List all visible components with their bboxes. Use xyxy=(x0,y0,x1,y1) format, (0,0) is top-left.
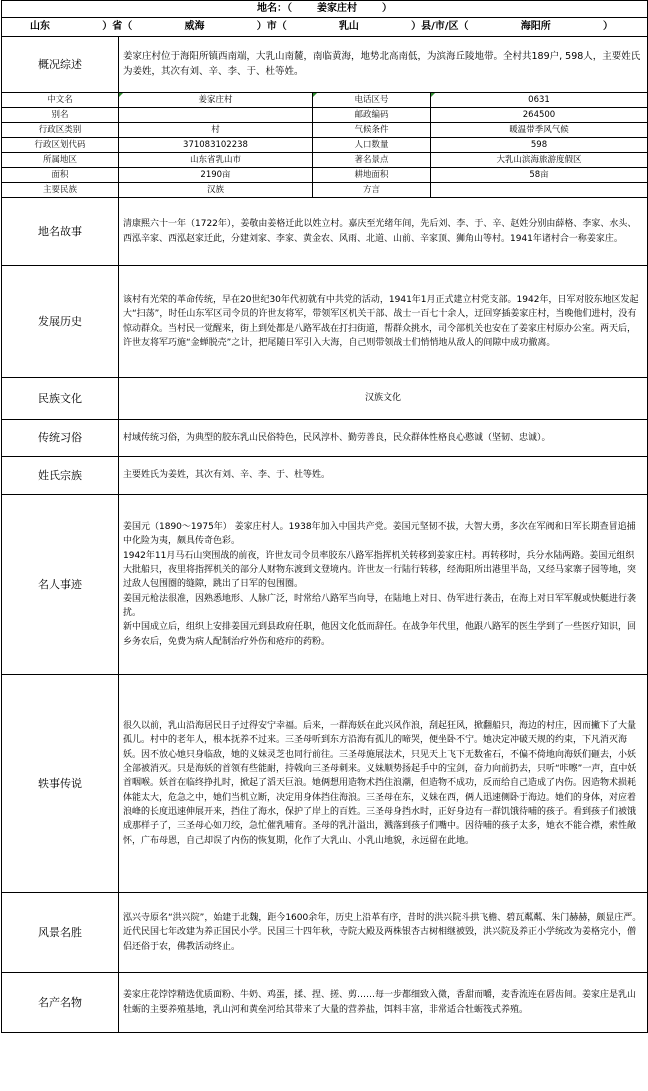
info-key: 行政区划代码 xyxy=(2,138,119,153)
scenery-label: 风景名胜 xyxy=(2,893,119,973)
town-suffix: ） xyxy=(602,21,613,32)
surname-label: 姓氏宗族 xyxy=(2,457,119,495)
history-row xyxy=(2,266,648,378)
county-value: 乳山 xyxy=(338,21,359,32)
info-key: 耕地面积 xyxy=(313,168,431,183)
title-suffix: ） xyxy=(381,3,392,14)
info-key: 行政区类别 xyxy=(2,123,119,138)
history-label: 发展历史 xyxy=(2,266,119,378)
info-key: 邮政编码 xyxy=(313,108,431,123)
overview-row xyxy=(2,37,648,93)
info-value: 598 xyxy=(431,138,648,153)
info-value: 暖温带季风气候 xyxy=(431,123,648,138)
info-value xyxy=(119,108,313,123)
info-value xyxy=(431,183,648,198)
info-key: 中文名 xyxy=(2,93,119,108)
info-key: 电话区号 xyxy=(313,93,431,108)
info-row xyxy=(2,123,648,138)
ethnic-text: 汉族文化 xyxy=(119,378,648,420)
surname-text: 主要姓氏为姜姓，其次有刘、辛、李、于、杜等姓。 xyxy=(119,457,648,495)
province-value: 山东 xyxy=(30,21,50,32)
info-key: 面积 xyxy=(2,168,119,183)
ethnic-label: 民族文化 xyxy=(2,378,119,420)
info-value: 58亩 xyxy=(431,168,648,183)
product-text: 姜家庄花饽饽精选优质面粉、牛奶、鸡蛋，揉、捏、搓、剪……每一步都细致入微，香甜而嚼，麦香流连在唇齿间。姜家庄是乳山牡蛎的主要养殖基地，乳山河和黄垒河给其带来了大量的营养盐，饵料丰富，非常适合牡蛎筏式养殖。 xyxy=(119,973,648,1033)
place-title xyxy=(2,1,648,18)
gazetteer-table xyxy=(1,0,648,1033)
location-line xyxy=(2,21,647,33)
overview-text: 姜家庄村位于海阳所镇西南端，大乳山南麓，南临黄海，地势北高南低，为滨海丘陵地带。全村共189户, 598人，主要姓氏为姜姓，其次有刘、辛、李、于、杜等姓。 xyxy=(119,37,648,93)
info-value: 大乳山滨海旅游度假区 xyxy=(431,153,648,168)
custom-row xyxy=(2,420,648,457)
story-label: 地名故事 xyxy=(2,198,119,266)
info-key: 主要民族 xyxy=(2,183,119,198)
info-value: 2190亩 xyxy=(119,168,313,183)
info-key: 别名 xyxy=(2,108,119,123)
info-row xyxy=(2,183,648,198)
location-row xyxy=(2,18,648,37)
surname-row xyxy=(2,457,648,495)
ethnic-row xyxy=(2,378,648,420)
town-value: 海阳所 xyxy=(520,21,551,32)
people-paragraph: 1942年11月马石山突围战的前夜，许世友司令员率胶东八路军指挥机关转移到姜家庄村。再转移时，兵分水陆两路。姜国元组织大批船只，夜里将指挥机关的部分人财物东渡到文登境内。许世友一行陆行转移，经海阳所出港里半岛，又经马家寨子园等地，突过敌人包围圈的缝隙，跳出了日军的包围圈。 xyxy=(123,550,637,590)
info-value: 汉族 xyxy=(119,183,313,198)
legend-row xyxy=(2,675,648,893)
info-row xyxy=(2,108,648,123)
legend-label: 轶事传说 xyxy=(2,675,119,893)
info-value: 姜家庄村 xyxy=(119,93,313,108)
people-paragraph: 姜国元（1890～1975年） 姜家庄村人。1938年加入中国共产党。姜国元坚韧不拔，大智大勇，多次在军阀和日军长期查冒追捕中化险为夷，颇具传奇色彩。 xyxy=(123,521,636,547)
overview-label: 概况综述 xyxy=(2,37,119,93)
title-prefix: 地名：（ xyxy=(257,3,293,14)
people-paragraph: 姜国元枪法很准，因熟悉地形、人脉广泛，时常给八路军当向导，在陆地上对日、伪军进行袭击，在海上对日军军舰或快艇进行袭扰。 xyxy=(123,593,637,619)
info-value: 山东省乳山市 xyxy=(119,153,313,168)
county-suffix: ）县/市/区（ xyxy=(411,21,469,32)
scenery-text: 泓兴寺原名“洪兴院”，始建于北魏，距今1600余年，历史上沿革有序，昔时的洪兴院斗拱飞檐、碧瓦粼粼、朱门赫赫，颇显庄严。近代民国七年改建为养正国民小学。民国三十四年秋，寺院大殿及两株银杏古树相继被毁，洪兴院及养正小学统改为姜格完小，僧侣还俗于农，佛教活动终止。 xyxy=(119,893,648,973)
product-label: 名产名物 xyxy=(2,973,119,1033)
story-text: 清康熙六十一年（1722年），姜敬由姜格迁此以姓立村。嘉庆至光绪年间，先后刘、李、于、辛、赵姓分别由薛格、李家、水头、西泓辛家、西泓赵家迁此，分建刘家、李家、黄金农、风雨、北道、山前、辛家顶、狮角山等村。1941年诸村合一称姜家庄。 xyxy=(119,198,648,266)
history-text: 该村有光荣的革命传统，早在20世纪30年代初就有中共党的活动，1941年1月正式建立村党支部。1942年，日军对胶东地区发起大“扫荡”，时任山东军区司令员的许世友将军，带领军区机关干部、战士一百七十余人，迂回穿插姜家庄村，当晚他们进村，没有惊动群众。当村民一觉醒来，街上到处都是八路军战在打扫街道，帮群众挑水，司令部机关也安在了姜家庄村原办公室。两天后，许世友将军巧施“金蝉脱壳”之计，把尾随日军引入大海，自己则带领战士们悄悄地从敌人的间隙中成功撤离。 xyxy=(119,266,648,378)
info-key: 著名景点 xyxy=(313,153,431,168)
info-row xyxy=(2,153,648,168)
info-value: 村 xyxy=(119,123,313,138)
product-row xyxy=(2,973,648,1033)
custom-text: 村域传统习俗，为典型的胶东乳山民俗特色，民风淳朴、勤劳善良，民众群体性格良心憨诚（坚韧、忠诚）。 xyxy=(119,420,648,457)
legend-text: 很久以前，乳山沿海居民日子过得安宁幸福。后来，一群海妖在此兴风作浪，刮起狂风，掀翻船只，海边的村庄，因而撇下了大量孤儿。村中的老年人，根本抚养不过来。三圣母听到东方沿海有孤儿的啼哭，便坐卧不宁。她决定冲破天规的约束，下凡消灭海妖。因不放心她只身临敌，她的义妹灵芝也同行前往。三圣母施展法术，只见天上飞下无数雀石，不偏不倚地向海妖们砸去，小妖全部被消灭。只是海妖的首领有些能耐，持戟向三圣母刺来。义妹顺势扬起手中的宝剑，奋力向前扔去，只听“咔嚓”一声，直中妖首咽喉。妖首在临终挣扎时，掀起了滔天巨浪。她俩想用造物术挡住浪潮，但造物不成功，反而给自己造成了内伤。因造物术损耗体能太大，危急之中，她们当机立断，决定用身体挡住海浪。三圣母在东，义妹在西，俩人迅速侧卧于海边。她们的身体，对应着浪峰的长度迅速伸展开来，挡住了海水，保护了岸上的百姓。三圣母身挡水时，正好身边有一群饥饿待哺的孩子。看到孩子们被饿成那样子了，三圣母心如刀绞，急忙催乳哺育。圣母的乳汁溢出，溅落到孩子们嘴中。因待哺的孩子太多，她衣不能合襟，索性敞怀，广布母恩，自己却误了内伤的恢复期，化作了大乳山、小乳山地貌，永远留在此地。 xyxy=(119,675,648,893)
story-row xyxy=(2,198,648,266)
title-row xyxy=(2,1,648,18)
info-row xyxy=(2,138,648,153)
people-row xyxy=(2,495,648,675)
info-row xyxy=(2,168,648,183)
info-key: 所属地区 xyxy=(2,153,119,168)
info-key: 方言 xyxy=(313,183,431,198)
people-paragraph: 新中国成立后，组织上安排姜国元到县政府任职，他因文化低而辞任。在战争年代里，他跟八路军的医生学到了一些医疗知识，回乡务农后，免费为病人配制治疗外伤和疮疖的药粉。 xyxy=(123,622,637,647)
info-key: 人口数量 xyxy=(313,138,431,153)
custom-label: 传统习俗 xyxy=(2,420,119,457)
info-value: 264500 xyxy=(431,108,648,123)
people-text xyxy=(119,495,648,675)
people-label: 名人事迹 xyxy=(2,495,119,675)
city-value: 威海 xyxy=(184,21,205,32)
info-value: 371083102238 xyxy=(119,138,313,153)
info-row xyxy=(2,93,648,108)
info-value: 0631 xyxy=(431,93,648,108)
city-suffix: ）市（ xyxy=(256,21,287,32)
province-suffix: ）省（ xyxy=(102,21,133,32)
scenery-row xyxy=(2,893,648,973)
place-name: 姜家庄村 xyxy=(317,3,357,14)
info-key: 气候条件 xyxy=(313,123,431,138)
